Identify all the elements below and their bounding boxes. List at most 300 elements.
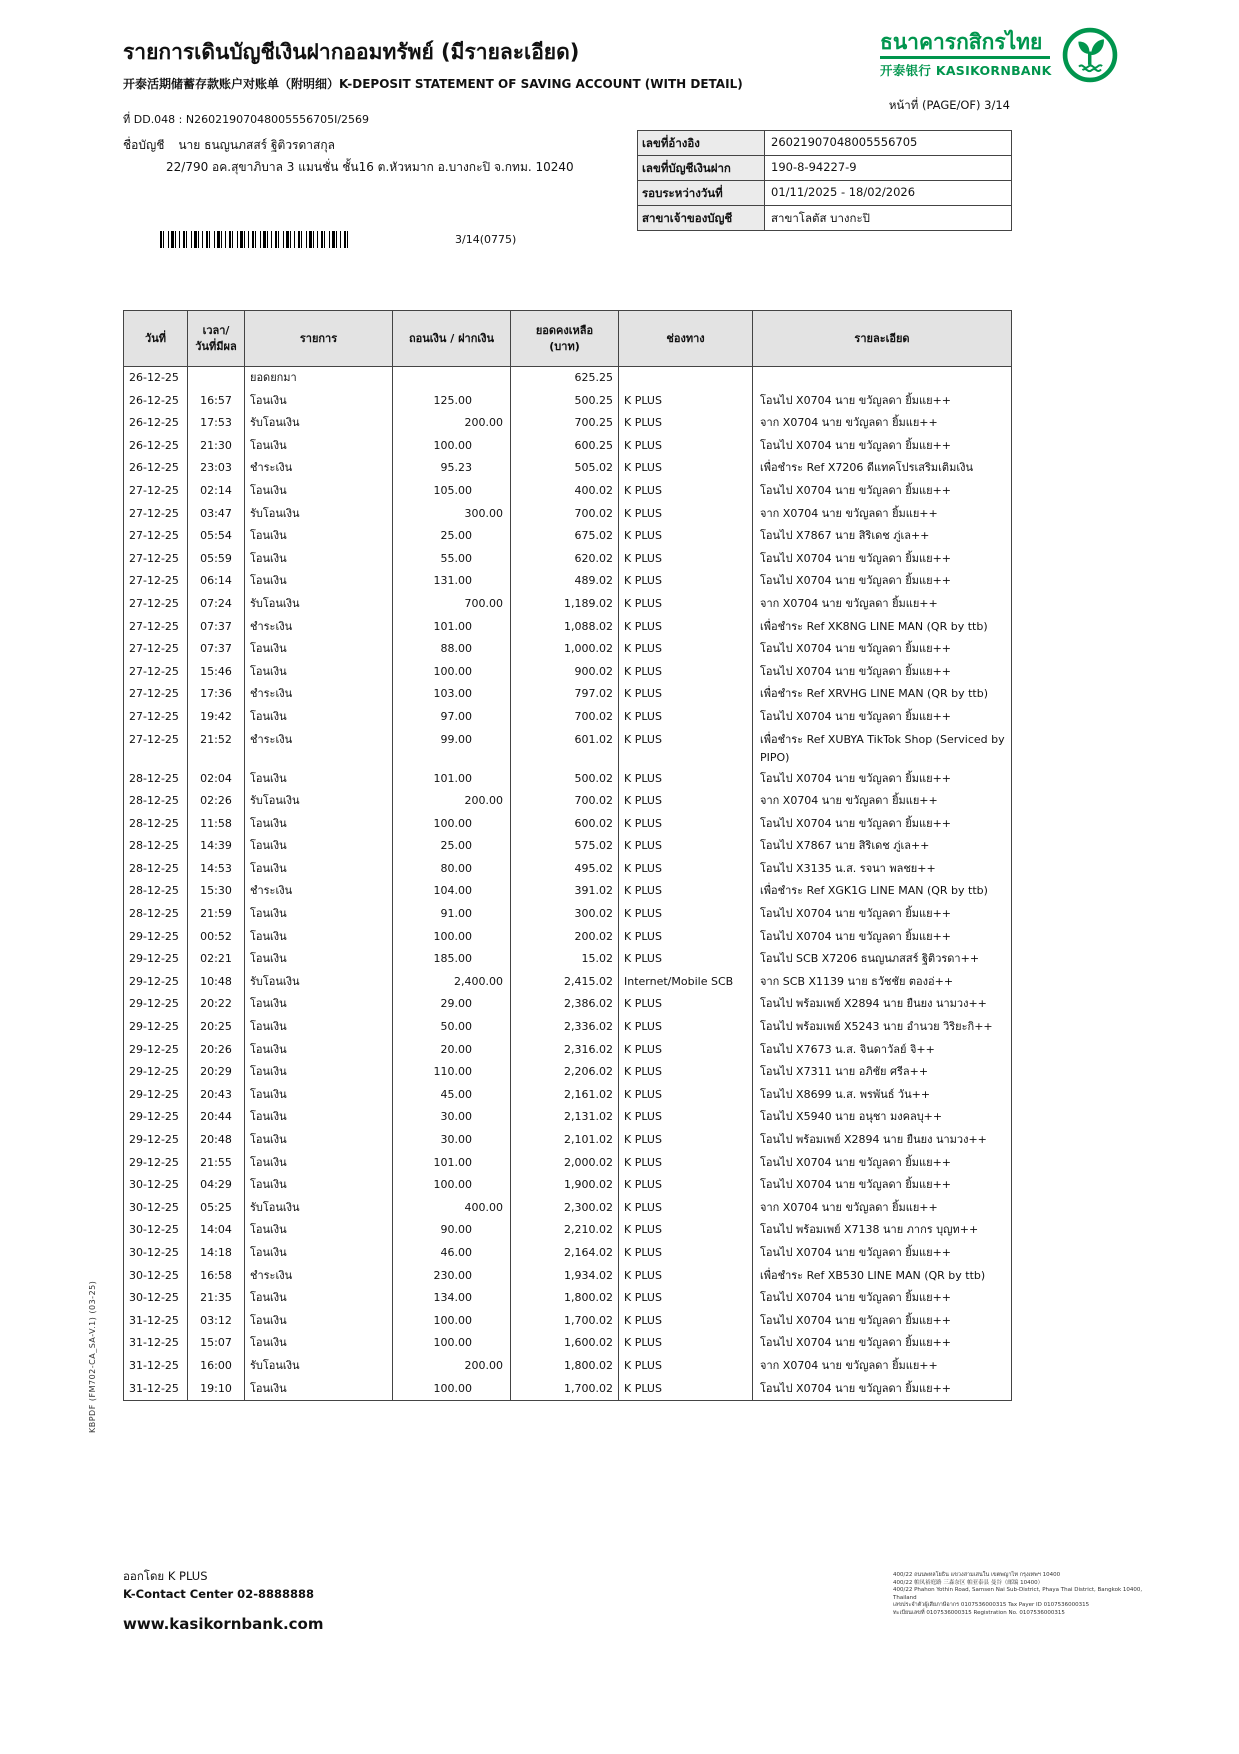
cell-date: 27-12-25 (124, 480, 188, 503)
cell-date: 27-12-25 (124, 661, 188, 684)
cell-time: 03:47 (188, 503, 245, 526)
withdraw-amount: 103.00 (433, 687, 472, 701)
cell-date: 26-12-25 (124, 435, 188, 458)
cell-time: 16:00 (188, 1355, 245, 1378)
cell-time: 15:30 (188, 880, 245, 903)
cell-channel: K PLUS (619, 858, 753, 881)
table-row (124, 1174, 1011, 1197)
cell-channel: K PLUS (619, 768, 753, 791)
cell-amount (393, 1219, 511, 1242)
cell-balance: 675.02 (511, 525, 619, 548)
cell-detail: โอนไป X0704 นาย ขวัญลดา ยิ้มแย++ (760, 1291, 952, 1305)
cell-amount (393, 1265, 511, 1288)
cell-amount (393, 548, 511, 571)
deposit-amount: 200.00 (464, 416, 503, 430)
cell-channel: K PLUS (619, 880, 753, 903)
bank-address-block (893, 1572, 1148, 1617)
cell-balance: 1,700.02 (511, 1310, 619, 1333)
cell-amount (393, 638, 511, 661)
cell-time: 20:26 (188, 1039, 245, 1062)
table-row (124, 1355, 1011, 1378)
cell-channel: K PLUS (619, 1310, 753, 1333)
cell-transaction-type: โอนเงิน (245, 1378, 393, 1401)
cell-transaction-type: รับโอนเงิน (245, 971, 393, 994)
table-row (124, 683, 1011, 706)
cell-amount (393, 1332, 511, 1355)
table-header (124, 311, 1011, 367)
cell-time: 20:44 (188, 1106, 245, 1129)
cell-amount (393, 971, 511, 994)
cell-channel: K PLUS (619, 1332, 753, 1355)
cell-amount (393, 1152, 511, 1175)
table-row (124, 1061, 1011, 1084)
cell-balance: 2,164.02 (511, 1242, 619, 1265)
cell-balance: 620.02 (511, 548, 619, 571)
cell-date: 31-12-25 (124, 1355, 188, 1378)
cell-time: 14:39 (188, 835, 245, 858)
cell-time: 05:59 (188, 548, 245, 571)
header-transaction: รายการ (245, 311, 393, 366)
account-address: 22/790 อค.สุขาภิบาล 3 แมนชั่น ชั้น16 ต.หัวหมาก อ.บางกะปิ จ.กทม. 10240 (166, 160, 574, 175)
page-number: หน้าที่ (PAGE/OF) 3/14 (888, 98, 1010, 112)
table-row (124, 593, 1011, 616)
cell-amount (393, 1242, 511, 1265)
cell-amount (393, 1106, 511, 1129)
cell-amount (393, 525, 511, 548)
cell-date: 31-12-25 (124, 1332, 188, 1355)
cell-amount (393, 661, 511, 684)
table-row (124, 903, 1011, 926)
info-box-value: 01/11/2025 - 18/02/2026 (771, 185, 916, 199)
table-row (124, 548, 1011, 571)
cell-detail: โอนไป X0704 นาย ขวัญลดา ยิ้มแย++ (760, 642, 952, 656)
cell-detail: โอนไป X7673 น.ส. จินดาวัลย์ จิ++ (760, 1042, 935, 1056)
withdraw-amount: 29.00 (440, 997, 472, 1011)
table-row (124, 1152, 1011, 1175)
cell-channel: K PLUS (619, 1219, 753, 1242)
cell-time: 03:12 (188, 1310, 245, 1333)
withdraw-amount: 105.00 (433, 483, 472, 497)
header-balance: ยอดคงเหลือ (บาท) (511, 311, 619, 366)
cell-transaction-type: โอนเงิน (245, 813, 393, 836)
cell-amount (393, 480, 511, 503)
cell-transaction-type: โอนเงิน (245, 1310, 393, 1333)
table-row (124, 993, 1011, 1016)
cell-time: 21:30 (188, 435, 245, 458)
cell-channel: K PLUS (619, 1016, 753, 1039)
bank-address-line: 400/22 Phahon Yothin Road, Samsen Nai Sub-District, Phaya Thai District, Bangkok 10400, Thailand (893, 1587, 1143, 1601)
cell-date: 28-12-25 (124, 790, 188, 813)
cell-amount (393, 1016, 511, 1039)
table-body (124, 367, 1011, 1400)
table-row (124, 1287, 1011, 1310)
cell-transaction-type: โอนเงิน (245, 926, 393, 949)
bank-address-line: เลขประจำตัวผู้เสียภาษีอากร 0107536000315 Tax Payer ID 0107536000315 (893, 1602, 1090, 1608)
cell-detail: โอนไป พร้อมเพย์ X5243 นาย อำนวย วิริยะกิ++ (760, 1020, 993, 1034)
cell-date: 31-12-25 (124, 1310, 188, 1333)
info-box-label: เลขที่บัญชีเงินฝาก (638, 156, 765, 180)
table-row (124, 1197, 1011, 1220)
table-row (124, 616, 1011, 639)
cell-detail: โอนไป X0704 นาย ขวัญลดา ยิ้มแย++ (760, 483, 952, 497)
cell-detail: โอนไป X0704 นาย ขวัญลดา ยิ้มแย++ (760, 907, 952, 921)
deposit-amount: 2,400.00 (454, 974, 503, 988)
cell-channel (619, 367, 753, 390)
cell-balance: 500.02 (511, 768, 619, 791)
cell-channel: K PLUS (619, 1174, 753, 1197)
cell-time: 20:43 (188, 1084, 245, 1107)
table-row (124, 1084, 1011, 1107)
cell-balance: 1,934.02 (511, 1265, 619, 1288)
cell-balance: 700.02 (511, 706, 619, 729)
header-amount: ถอนเงิน / ฝากเงิน (393, 311, 511, 366)
info-box-label: รอบระหว่างวันที่ (638, 181, 765, 205)
withdraw-amount: 100.00 (433, 1313, 472, 1327)
cell-date: 30-12-25 (124, 1197, 188, 1220)
cell-balance: 15.02 (511, 948, 619, 971)
cell-balance: 575.02 (511, 835, 619, 858)
cell-date: 27-12-25 (124, 570, 188, 593)
cell-time: 02:14 (188, 480, 245, 503)
contact-center: K-Contact Center 02-8888888 (123, 1586, 314, 1601)
cell-transaction-type: ชำระเงิน (245, 729, 393, 768)
cell-balance: 2,101.02 (511, 1129, 619, 1152)
cell-channel: K PLUS (619, 706, 753, 729)
cell-balance: 500.25 (511, 390, 619, 413)
cell-balance: 625.25 (511, 367, 619, 390)
table-row (124, 367, 1011, 390)
cell-time: 14:53 (188, 858, 245, 881)
cell-balance: 900.02 (511, 661, 619, 684)
cell-transaction-type: โอนเงิน (245, 480, 393, 503)
cell-time: 02:21 (188, 948, 245, 971)
cell-detail: จาก X0704 นาย ขวัญลดา ยิ้มแย++ (760, 1358, 938, 1372)
cell-channel: K PLUS (619, 790, 753, 813)
cell-channel: K PLUS (619, 1242, 753, 1265)
cell-time: 16:58 (188, 1265, 245, 1288)
table-row (124, 638, 1011, 661)
cell-transaction-type: ยอดยกมา (245, 367, 393, 390)
cell-detail: จาก X0704 นาย ขวัญลดา ยิ้มแย++ (760, 416, 938, 430)
withdraw-amount: 25.00 (440, 529, 472, 543)
cell-date: 27-12-25 (124, 706, 188, 729)
account-info (123, 138, 574, 175)
cell-time: 07:37 (188, 616, 245, 639)
cell-time: 06:14 (188, 570, 245, 593)
cell-transaction-type: รับโอนเงิน (245, 593, 393, 616)
cell-detail: โอนไป X0704 นาย ขวัญลดา ยิ้มแย++ (760, 709, 952, 723)
withdraw-amount: 101.00 (433, 771, 472, 785)
cell-balance: 1,900.02 (511, 1174, 619, 1197)
cell-date: 28-12-25 (124, 835, 188, 858)
bank-logo (880, 26, 1119, 84)
cell-transaction-type: โอนเงิน (245, 948, 393, 971)
cell-balance: 2,161.02 (511, 1084, 619, 1107)
cell-transaction-type: ชำระเงิน (245, 457, 393, 480)
cell-detail: เพื่อชำระ Ref XK8NG LINE MAN (QR by ttb) (760, 619, 988, 633)
table-row (124, 880, 1011, 903)
cell-amount (393, 1378, 511, 1401)
cell-balance: 2,415.02 (511, 971, 619, 994)
cell-channel: K PLUS (619, 616, 753, 639)
cell-detail: โอนไป X0704 นาย ขวัญลดา ยิ้มแย++ (760, 1155, 952, 1169)
cell-channel: K PLUS (619, 503, 753, 526)
withdraw-amount: 131.00 (433, 574, 472, 588)
cell-transaction-type: โอนเงิน (245, 1174, 393, 1197)
cell-transaction-type: โอนเงิน (245, 1287, 393, 1310)
withdraw-amount: 100.00 (433, 438, 472, 452)
cell-channel: K PLUS (619, 729, 753, 768)
withdraw-amount: 50.00 (440, 1020, 472, 1034)
cell-balance: 2,131.02 (511, 1106, 619, 1129)
withdraw-amount: 88.00 (440, 642, 472, 656)
cell-date: 26-12-25 (124, 367, 188, 390)
cell-balance: 1,088.02 (511, 616, 619, 639)
cell-transaction-type: โอนเงิน (245, 1332, 393, 1355)
cell-amount (393, 706, 511, 729)
deposit-amount: 200.00 (464, 1358, 503, 1372)
table-row (124, 729, 1011, 768)
cell-date: 29-12-25 (124, 971, 188, 994)
cell-channel: K PLUS (619, 525, 753, 548)
cell-transaction-type: รับโอนเงิน (245, 412, 393, 435)
cell-transaction-type: รับโอนเงิน (245, 1197, 393, 1220)
table-row (124, 1265, 1011, 1288)
cell-balance: 2,336.02 (511, 1016, 619, 1039)
cell-balance: 700.02 (511, 790, 619, 813)
cell-amount (393, 1287, 511, 1310)
withdraw-amount: 101.00 (433, 1155, 472, 1169)
withdraw-amount: 80.00 (440, 861, 472, 875)
cell-transaction-type: รับโอนเงิน (245, 1355, 393, 1378)
page-title: รายการเดินบัญชีเงินฝากออมทรัพย์ (มีรายละเอียด) (123, 40, 580, 64)
cell-time: 17:53 (188, 412, 245, 435)
cell-amount (393, 503, 511, 526)
cell-balance: 2,386.02 (511, 993, 619, 1016)
cell-balance: 600.02 (511, 813, 619, 836)
withdraw-amount: 100.00 (433, 1381, 472, 1395)
cell-date: 29-12-25 (124, 1061, 188, 1084)
cell-channel: K PLUS (619, 390, 753, 413)
cell-date: 30-12-25 (124, 1287, 188, 1310)
withdraw-amount: 25.00 (440, 839, 472, 853)
cell-date: 26-12-25 (124, 412, 188, 435)
cell-detail: จาก X0704 นาย ขวัญลดา ยิ้มแย++ (760, 794, 938, 808)
cell-transaction-type: โอนเงิน (245, 638, 393, 661)
cell-detail: โอนไป X7867 นาย สิริเดช ภู่เล++ (760, 529, 930, 543)
cell-transaction-type: โอนเงิน (245, 1129, 393, 1152)
page-subtitle: 开泰活期储蓄存款账户对账单（附明细）K-DEPOSIT STATEMENT OF SAVING ACCOUNT (WITH DETAIL) (123, 77, 743, 91)
cell-transaction-type: โอนเงิน (245, 1152, 393, 1175)
withdraw-amount: 91.00 (440, 907, 472, 921)
withdraw-amount: 100.00 (433, 816, 472, 830)
cell-time: 02:04 (188, 768, 245, 791)
cell-balance: 300.02 (511, 903, 619, 926)
cell-channel: K PLUS (619, 683, 753, 706)
cell-date: 30-12-25 (124, 1174, 188, 1197)
info-box-label: เลขที่อ้างอิง (638, 131, 765, 155)
table-row (124, 661, 1011, 684)
cell-detail: เพื่อชำระ Ref XGK1G LINE MAN (QR by ttb) (760, 884, 988, 898)
cell-time: 07:37 (188, 638, 245, 661)
cell-time: 17:36 (188, 683, 245, 706)
table-row (124, 790, 1011, 813)
table-row (124, 858, 1011, 881)
cell-time: 14:18 (188, 1242, 245, 1265)
cell-channel: K PLUS (619, 835, 753, 858)
bank-address-line: 400/22 ถนนพหลโยธิน แขวงสามเสนใน เขตพญาไท กรุงเทพฯ 10400 (893, 1572, 1061, 1578)
withdraw-amount: 230.00 (433, 1268, 472, 1282)
table-row (124, 1242, 1011, 1265)
cell-date: 28-12-25 (124, 880, 188, 903)
cell-detail: โอนไป X0704 นาย ขวัญลดา ยิ้มแย++ (760, 438, 952, 452)
cell-channel: K PLUS (619, 948, 753, 971)
info-box-value: สาขาโลตัส บางกะปิ (771, 211, 870, 225)
withdraw-amount: 104.00 (433, 884, 472, 898)
cell-time: 02:26 (188, 790, 245, 813)
cell-amount (393, 1355, 511, 1378)
cell-transaction-type: โอนเงิน (245, 1039, 393, 1062)
info-box (637, 130, 1012, 231)
cell-date: 27-12-25 (124, 729, 188, 768)
cell-amount (393, 835, 511, 858)
withdraw-amount: 46.00 (440, 1245, 472, 1259)
cell-date: 29-12-25 (124, 1129, 188, 1152)
bank-website: www.kasikornbank.com (123, 1614, 324, 1633)
cell-amount (393, 729, 511, 768)
cell-transaction-type: โอนเงิน (245, 1106, 393, 1129)
cell-amount (393, 993, 511, 1016)
withdraw-amount: 100.00 (433, 1336, 472, 1350)
bank-emblem-icon (1061, 26, 1119, 84)
cell-date: 30-12-25 (124, 1219, 188, 1242)
bank-address-line: 400/22 帕凤裕庭路 三森奈区 帕亚泰县 曼谷（邮编 10400） (893, 1579, 1044, 1586)
table-row (124, 768, 1011, 791)
cell-balance: 1,600.02 (511, 1332, 619, 1355)
cell-date: 28-12-25 (124, 858, 188, 881)
cell-channel: K PLUS (619, 457, 753, 480)
cell-channel: K PLUS (619, 1265, 753, 1288)
table-row (124, 1219, 1011, 1242)
cell-balance: 1,800.02 (511, 1355, 619, 1378)
cell-date: 29-12-25 (124, 948, 188, 971)
bank-name-sub: 开泰银行 KASIKORNBANK (880, 63, 1052, 79)
cell-amount (393, 1310, 511, 1333)
cell-transaction-type: โอนเงิน (245, 1061, 393, 1084)
cell-detail: จาก X0704 นาย ขวัญลดา ยิ้มแย++ (760, 1200, 938, 1214)
cell-transaction-type: โอนเงิน (245, 903, 393, 926)
bank-address-line: ทะเบียนเลขที่ 0107536000315 Registration No. 0107536000315 (893, 1609, 1065, 1616)
cell-channel: K PLUS (619, 903, 753, 926)
document-number: ที่ DD.048 : N26021907048005556705I/2569 (123, 113, 370, 126)
withdraw-amount: 134.00 (433, 1291, 472, 1305)
cell-detail: เพื่อชำระ Ref X7206 ดีแทคโปรเสริมเติมเงิน (760, 461, 973, 475)
info-box-row (638, 180, 1011, 205)
withdraw-amount: 101.00 (433, 619, 472, 633)
table-row (124, 1106, 1011, 1129)
cell-date: 28-12-25 (124, 903, 188, 926)
account-name-line (123, 138, 574, 152)
cell-amount (393, 768, 511, 791)
cell-detail: จาก X0704 นาย ขวัญลดา ยิ้มแย++ (760, 596, 938, 610)
cell-amount (393, 948, 511, 971)
table-row (124, 926, 1011, 949)
cell-balance: 495.02 (511, 858, 619, 881)
cell-channel: K PLUS (619, 926, 753, 949)
table-row (124, 1310, 1011, 1333)
cell-time: 21:55 (188, 1152, 245, 1175)
withdraw-amount: 20.00 (440, 1042, 472, 1056)
bank-wordmark (880, 31, 1052, 79)
cell-transaction-type: โอนเงิน (245, 435, 393, 458)
cell-date: 29-12-25 (124, 1039, 188, 1062)
cell-date: 27-12-25 (124, 593, 188, 616)
cell-amount (393, 1174, 511, 1197)
cell-detail: โอนไป X7311 นาย อภิชัย ศรีล++ (760, 1065, 929, 1079)
cell-transaction-type: โอนเงิน (245, 1084, 393, 1107)
cell-time: 21:59 (188, 903, 245, 926)
cell-amount (393, 1061, 511, 1084)
cell-date: 29-12-25 (124, 1016, 188, 1039)
cell-date: 31-12-25 (124, 1378, 188, 1401)
cell-transaction-type: ชำระเงิน (245, 616, 393, 639)
cell-channel: K PLUS (619, 813, 753, 836)
cell-time: 05:25 (188, 1197, 245, 1220)
cell-time: 21:52 (188, 729, 245, 768)
cell-channel: Internet/Mobile SCB (619, 971, 753, 994)
cell-transaction-type: ชำระเงิน (245, 1265, 393, 1288)
cell-transaction-type: โอนเงิน (245, 548, 393, 571)
cell-time: 15:46 (188, 661, 245, 684)
cell-balance: 200.02 (511, 926, 619, 949)
cell-detail: จาก SCB X1139 นาย ธวัชชัย ตองอ่++ (760, 974, 954, 988)
cell-time: 20:29 (188, 1061, 245, 1084)
statement-header (123, 36, 743, 92)
cell-time: 00:52 (188, 926, 245, 949)
cell-channel: K PLUS (619, 1084, 753, 1107)
cell-channel: K PLUS (619, 1106, 753, 1129)
cell-balance: 2,206.02 (511, 1061, 619, 1084)
cell-balance: 2,316.02 (511, 1039, 619, 1062)
cell-date: 27-12-25 (124, 548, 188, 571)
deposit-amount: 400.00 (464, 1200, 503, 1214)
cell-date: 29-12-25 (124, 1106, 188, 1129)
cell-date: 27-12-25 (124, 638, 188, 661)
cell-detail: โอนไป X0704 นาย ขวัญลดา ยิ้มแย++ (760, 1313, 952, 1327)
cell-date: 28-12-25 (124, 768, 188, 791)
cell-detail: โอนไป X0704 นาย ขวัญลดา ยิ้มแย++ (760, 771, 952, 785)
cell-amount (393, 412, 511, 435)
cell-detail: โอนไป X0704 นาย ขวัญลดา ยิ้มแย++ (760, 1336, 952, 1350)
table-row (124, 412, 1011, 435)
form-code: KBPDF (FM702-CA_SA-V.1) (03-25) (88, 1280, 97, 1433)
deposit-amount: 200.00 (464, 794, 503, 808)
cell-date: 27-12-25 (124, 683, 188, 706)
cell-detail: เพื่อชำระ Ref XRVHG LINE MAN (QR by ttb) (760, 687, 989, 701)
cell-amount (393, 880, 511, 903)
cell-balance: 797.02 (511, 683, 619, 706)
withdraw-amount: 97.00 (440, 709, 472, 723)
cell-time: 19:10 (188, 1378, 245, 1401)
table-row (124, 390, 1011, 413)
cell-balance: 2,000.02 (511, 1152, 619, 1175)
cell-date: 27-12-25 (124, 616, 188, 639)
cell-date: 30-12-25 (124, 1265, 188, 1288)
cell-amount (393, 593, 511, 616)
account-name-label: ชื่อบัญชี (123, 138, 165, 152)
cell-channel: K PLUS (619, 1378, 753, 1401)
cell-time: 14:04 (188, 1219, 245, 1242)
